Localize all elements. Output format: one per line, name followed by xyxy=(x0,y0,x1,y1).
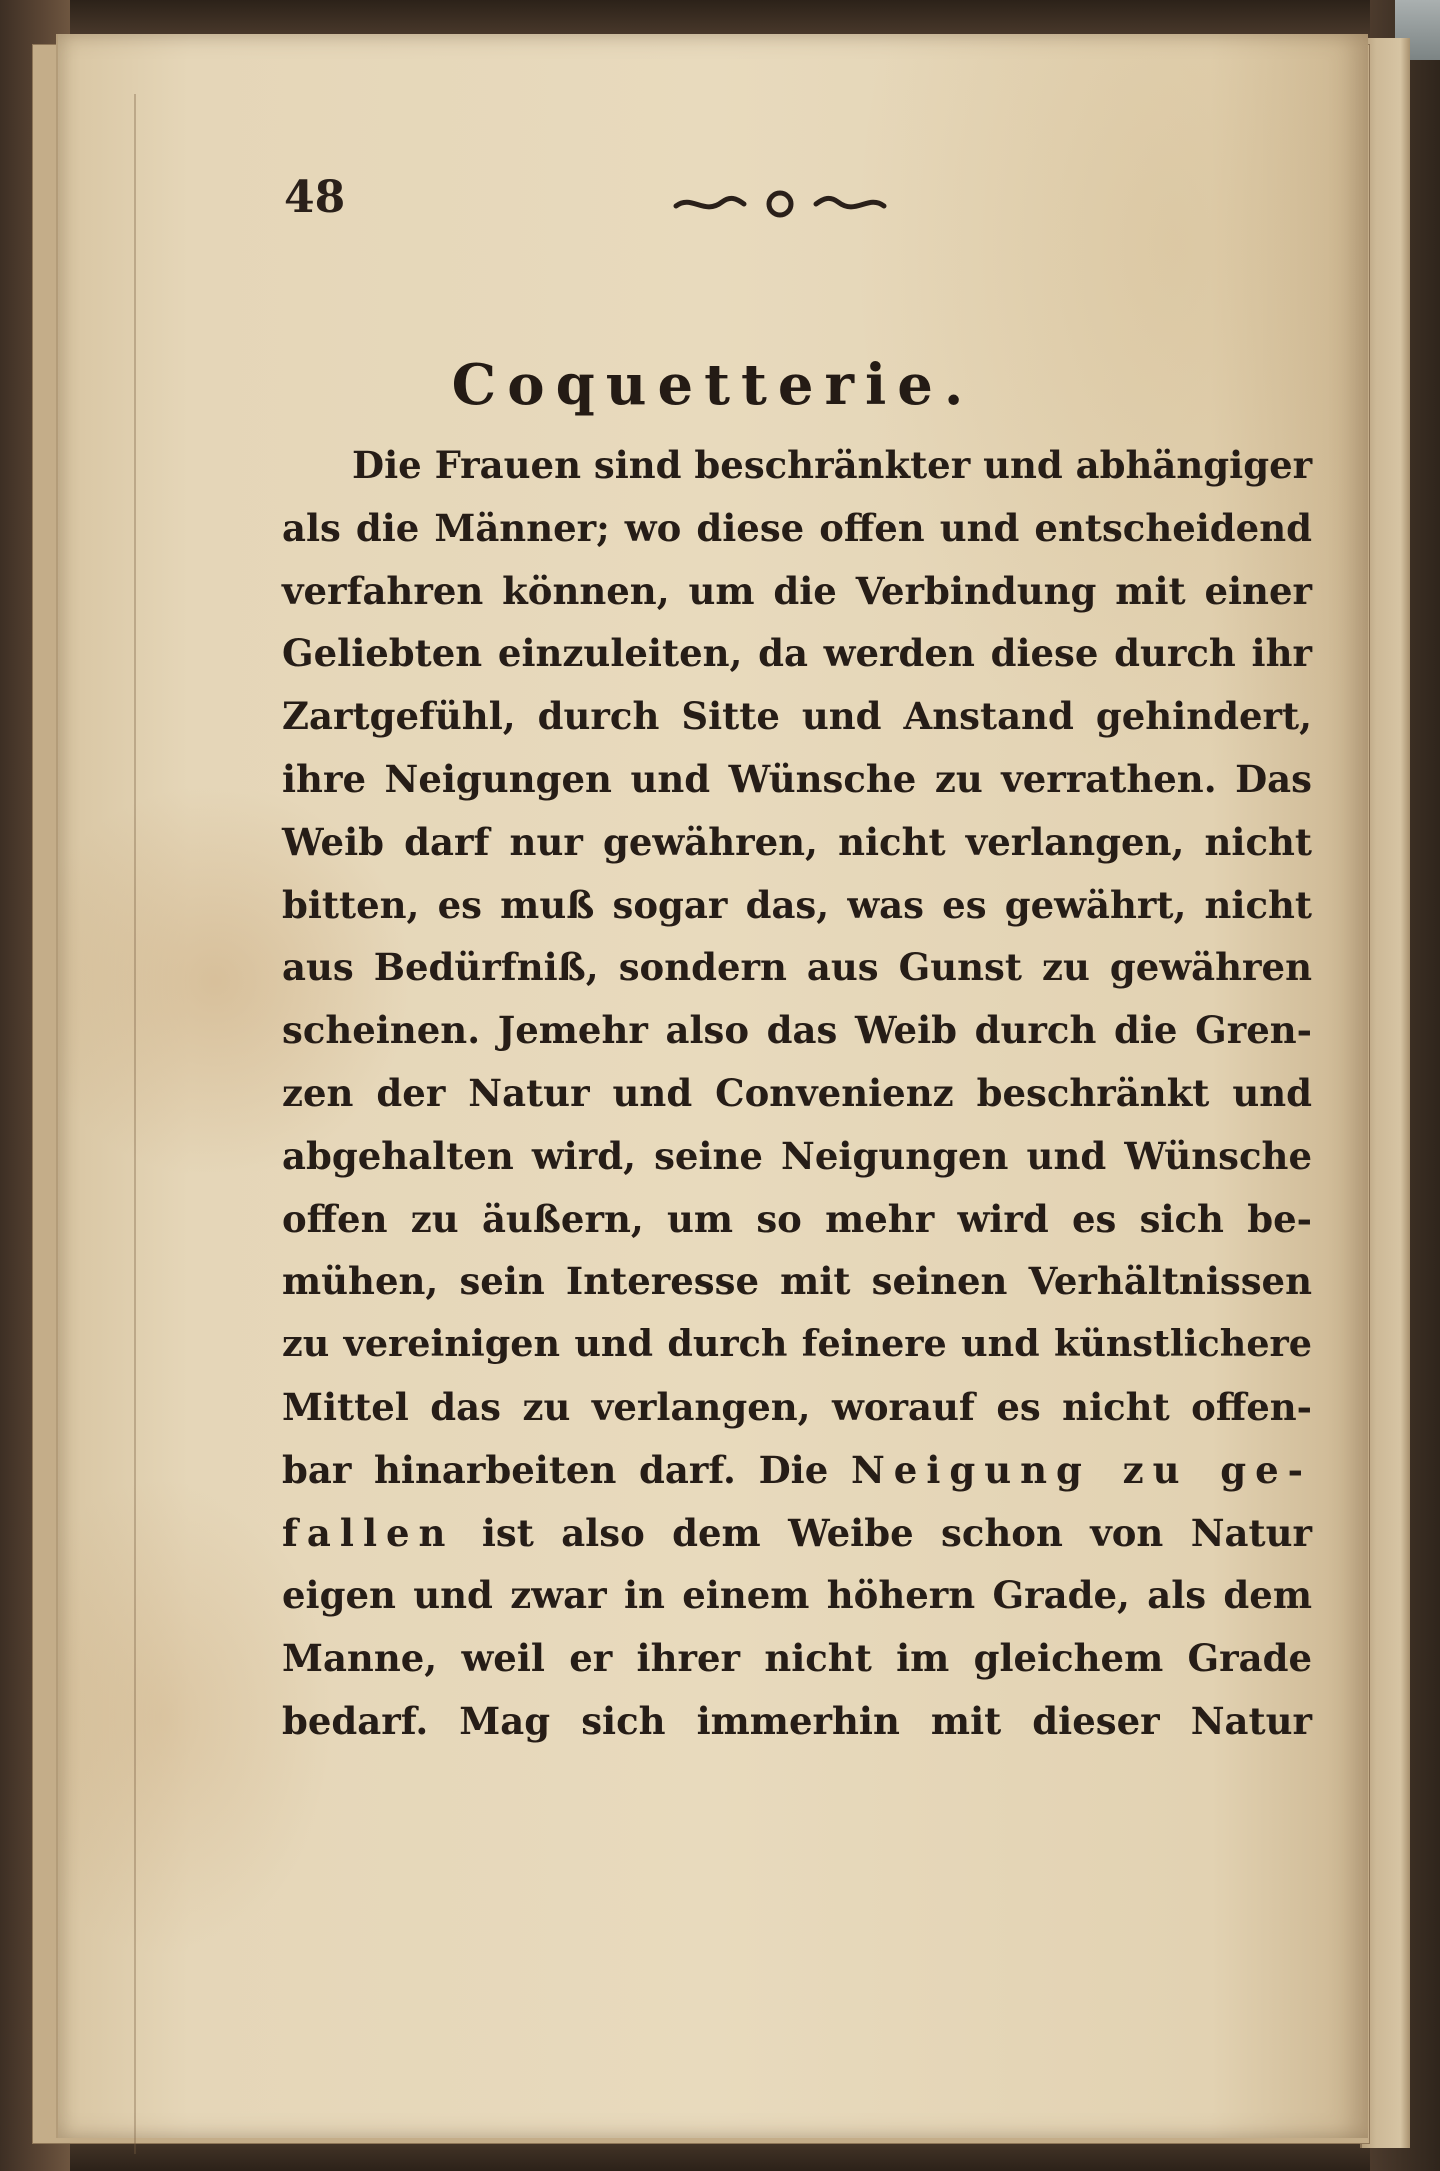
text-line-emphasis xyxy=(282,1502,1312,1565)
body-text xyxy=(282,434,1312,1753)
text-line: mühen, sein Interesse mit seinen Verhältnissen xyxy=(282,1259,1312,1304)
text-line: verfahren können, um die Verbindung mit einer xyxy=(282,568,1312,613)
text-line: Manne, weil er ihrer nicht im gleichem Grade xyxy=(282,1636,1312,1681)
text-line: abgehalten wird, seine Neigungen und Wünsche xyxy=(282,1133,1312,1178)
tilde-ornament-icon xyxy=(670,176,890,228)
text-line: Zartgefühl, durch Sitte und Anstand gehindert, xyxy=(282,694,1312,739)
text-line: aus Bedürfniß, sondern aus Gunst zu gewähren xyxy=(282,945,1312,990)
text-line-emphasis xyxy=(282,1439,1312,1502)
page-number: 48 xyxy=(284,172,346,223)
text-line: zu vereinigen und durch feinere und künstlichere xyxy=(282,1322,1312,1366)
text-line: eigen und zwar in einem höhern Grade, als dem xyxy=(282,1573,1312,1618)
text-line: Geliebten einzuleiten, da werden diese durch ihr xyxy=(282,631,1312,676)
text-line: Weib darf nur gewähren, nicht verlangen, nicht xyxy=(282,819,1312,864)
chapter-title: Coquetterie. xyxy=(451,352,975,418)
text-fragment: ist also dem Weibe schon von Natur xyxy=(454,1510,1312,1555)
text-line: bitten, es muß sogar das, was es gewährt, nicht xyxy=(282,882,1312,927)
emphasis-spaced: Neigung zu ge- xyxy=(850,1447,1312,1492)
text-line: scheinen. Jemehr also das Weib durch die Gren- xyxy=(282,1008,1312,1053)
text-line: Mittel das zu verlangen, worauf es nicht offen- xyxy=(282,1384,1312,1429)
text-line: als die Männer; wo diese offen und entscheidend xyxy=(282,505,1312,550)
text-line: bedarf. Mag sich immerhin mit dieser Natur xyxy=(282,1698,1312,1743)
running-header xyxy=(58,172,1368,252)
text-line: Die Frauen sind beschränkter und abhängiger xyxy=(352,443,1313,487)
text-fragment: bar hinarbeiten darf. Die xyxy=(282,1447,851,1492)
emphasis-spaced: fallen xyxy=(282,1510,455,1555)
text-line: offen zu äußern, um so mehr wird es sich be- xyxy=(282,1196,1312,1241)
text-line: zen der Natur und Convenienz beschränkt und xyxy=(282,1070,1312,1115)
book-page xyxy=(56,34,1368,2138)
text-line: ihre Neigungen und Wünsche zu verrathen. Das xyxy=(282,756,1312,801)
